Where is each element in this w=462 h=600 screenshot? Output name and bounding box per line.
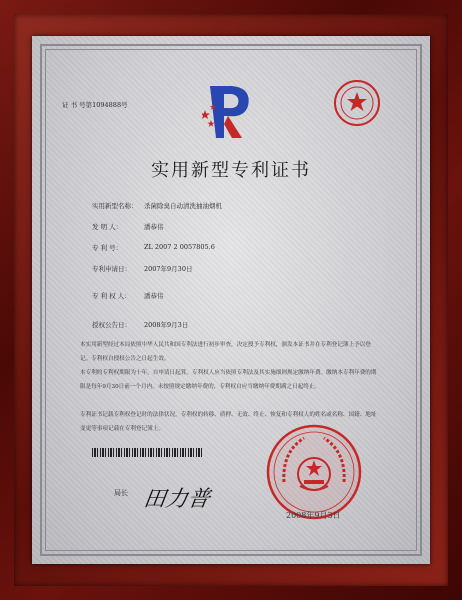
certificate-paper xyxy=(32,36,430,564)
issue-date: 2008年9月3日 xyxy=(286,511,341,520)
filing-date-label: 专利申请日： xyxy=(92,265,131,273)
barcode xyxy=(92,448,204,457)
director-signature: 田力普 xyxy=(141,487,212,512)
patentee-value: 潘恭伟 xyxy=(144,292,164,300)
patent-number-value: ZL 2007 2 0057805.6 xyxy=(144,243,215,251)
inventor-value: 潘恭伟 xyxy=(144,223,164,231)
grant-date-value: 2008年9月3日 xyxy=(144,321,189,329)
paragraph-legal-status: 专利证书记载专利权登记时的法律状况。专利权的转移、质押、无效、终止、恢复和专利权人的姓名或名称、国籍、地址变更等事项记载在专利登记簿上。 xyxy=(80,412,377,432)
official-seal-icon xyxy=(264,422,364,522)
utility-model-name-value: 杀菌除臭自动清洗抽油烟机 xyxy=(144,202,222,210)
patentee-label: 专 利 权 人： xyxy=(92,292,131,300)
patent-office-logo-icon xyxy=(202,76,260,144)
director-label: 局长 xyxy=(114,489,128,497)
patent-number-label: 专 利 号： xyxy=(92,244,123,252)
filing-date-value: 2007年9月30日 xyxy=(144,265,193,273)
registration-stamp-icon xyxy=(332,78,382,128)
grant-date-label: 授权公告日： xyxy=(92,321,131,329)
utility-model-name-label: 实用新型名称： xyxy=(92,202,138,210)
certificate-number: 证 书 号第1094888号 xyxy=(62,101,128,109)
inventor-label: 发 明 人： xyxy=(92,223,123,231)
paragraph-grant: 本实用新型经过本局依照中华人民共和国专利法进行初步审查，决定授予专利权，颁发本证书并在专利登记簿上予以登记。专利权自授权公告之日起生效。 xyxy=(80,342,371,362)
certificate-title: 实用新型专利证书 xyxy=(151,160,311,181)
paragraph-term: 本专利的专利权期限为十年，自申请日起算。专利权人应当依照专利法及其实施细则规定缴纳年费。缴纳本专利年费的期限是每年9月30日前一个月内。未按照规定缴纳年费的，专利权自应当缴纳年费期满之日起终止。 xyxy=(80,370,377,390)
